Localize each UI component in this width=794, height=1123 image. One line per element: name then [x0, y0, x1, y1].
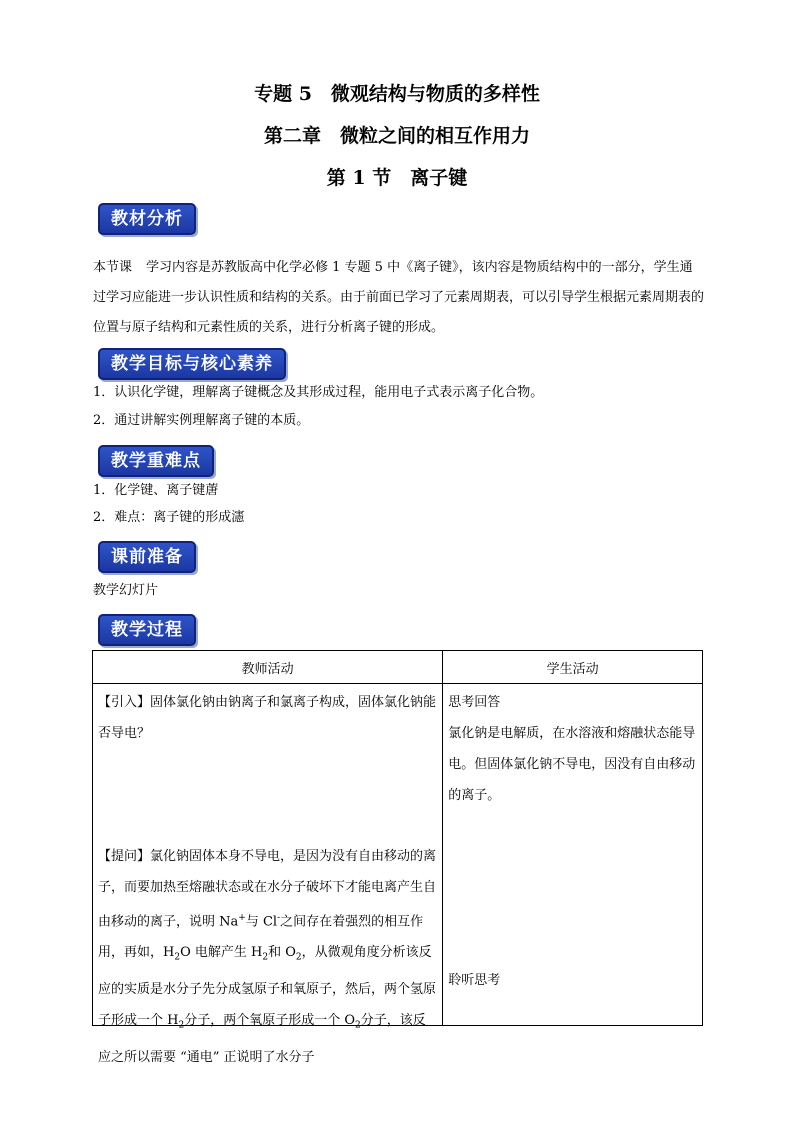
student-answer-label: 思考回答 — [448, 695, 501, 710]
analysis-lead: 本节课 — [93, 260, 133, 275]
section-badge-key-points: 教学重难点 — [98, 445, 214, 477]
ask-text-3: 之间存在着强烈的相互作用，再如，H — [98, 914, 424, 961]
ask-text-5: 和 O — [268, 945, 296, 961]
header-teacher-activity: 教师活动 — [93, 651, 443, 684]
ask-sup-2: - — [277, 913, 281, 923]
section-badge-process: 教学过程 — [98, 614, 196, 646]
teacher-activity-cell — [93, 684, 443, 1065]
ask-block — [98, 841, 437, 1073]
intro-block — [98, 687, 437, 749]
key-point-item-1: 1．化学键、离子键蓎 — [93, 483, 219, 498]
section-badge-prep: 课前准备 — [98, 541, 196, 573]
ask-text-1: 氯化钠固体本身不导电，是因为没有自由移动的离子，而要加热至熔融状态或在水分子破坏下才能电离产生自由移动的离子，说明 Na — [98, 849, 437, 930]
section-badge-analysis: 教材分析 — [98, 203, 196, 235]
header-student-activity: 学生活动 — [443, 651, 703, 684]
ask-text-8: 分子，该反应之所以需要 “通电” 正说明了水分子 — [98, 1012, 426, 1065]
ask-text-2: 与 Cl — [245, 914, 278, 930]
ask-sub-1: 2 — [174, 952, 181, 963]
table-row — [93, 684, 703, 1026]
ask-text-7: 分子，两个氧原子形成一个 O — [184, 1012, 356, 1028]
table-header-row — [93, 651, 703, 684]
ask-sub-4: 2 — [178, 1020, 185, 1031]
goal-item-1: 1．认识化学键，理解离子键概念及其形成过程，能用电子式表示离子化合物。 — [93, 385, 544, 400]
prep-text: 教学幻灯片 — [93, 583, 159, 598]
ask-sub-5: 2 — [355, 1020, 361, 1031]
student-activity-cell — [443, 684, 703, 1026]
teaching-process-table — [92, 650, 703, 1065]
intro-text: 固体氯化钠由钠离子和氯离子构成，固体氯化钠能否导电？ — [98, 695, 437, 741]
student-listen-label: 聆听思考 — [448, 973, 501, 988]
key-point-item-2: 2．难点：离子键的形成瀗 — [93, 510, 245, 525]
intro-tag: 【引入】 — [98, 695, 151, 710]
analysis-paragraph — [93, 253, 705, 343]
ask-sup-1: + — [238, 913, 246, 923]
ask-text-6: ，从微观角度分析该反应的实质是水分子先分成氢原子和氧原子，然后，两个氢原子形成一个 H — [98, 945, 437, 1028]
section-badge-goals: 教学目标与核心素养 — [98, 348, 286, 380]
ask-tag: 【提问】 — [98, 849, 151, 864]
analysis-text: 学习内容是苏教版高中化学必修 1 专题 5 中《离子键》，该内容是物质结构中的一部分，学生通过学习应能进一步认识性质和结构的关系。由于前面已学习了元素周期表，可以引导学生根据元素周期表的位置与原子结构和元素性质的关系，进行分析离子键的形成。 — [93, 260, 705, 335]
section-title: 第 1 节 离子键 — [326, 167, 468, 189]
goal-item-2: 2．通过讲解实例理解离子键的本质。 — [93, 413, 310, 428]
ask-text-4: O 电解产生 H — [180, 945, 263, 961]
ask-sub-2: 2 — [262, 952, 269, 963]
topic-title: 专题 5 微观结构与物质的多样性 — [254, 83, 540, 105]
student-answer-text: 氯化钠是电解质，在水溶液和熔融状态能导电。但固体氯化钠不导电，因没有自由移动的离子。 — [448, 726, 696, 803]
ask-sub-3: 2 — [295, 952, 302, 963]
chapter-title: 第二章 微粒之间的相互作用力 — [263, 125, 530, 147]
